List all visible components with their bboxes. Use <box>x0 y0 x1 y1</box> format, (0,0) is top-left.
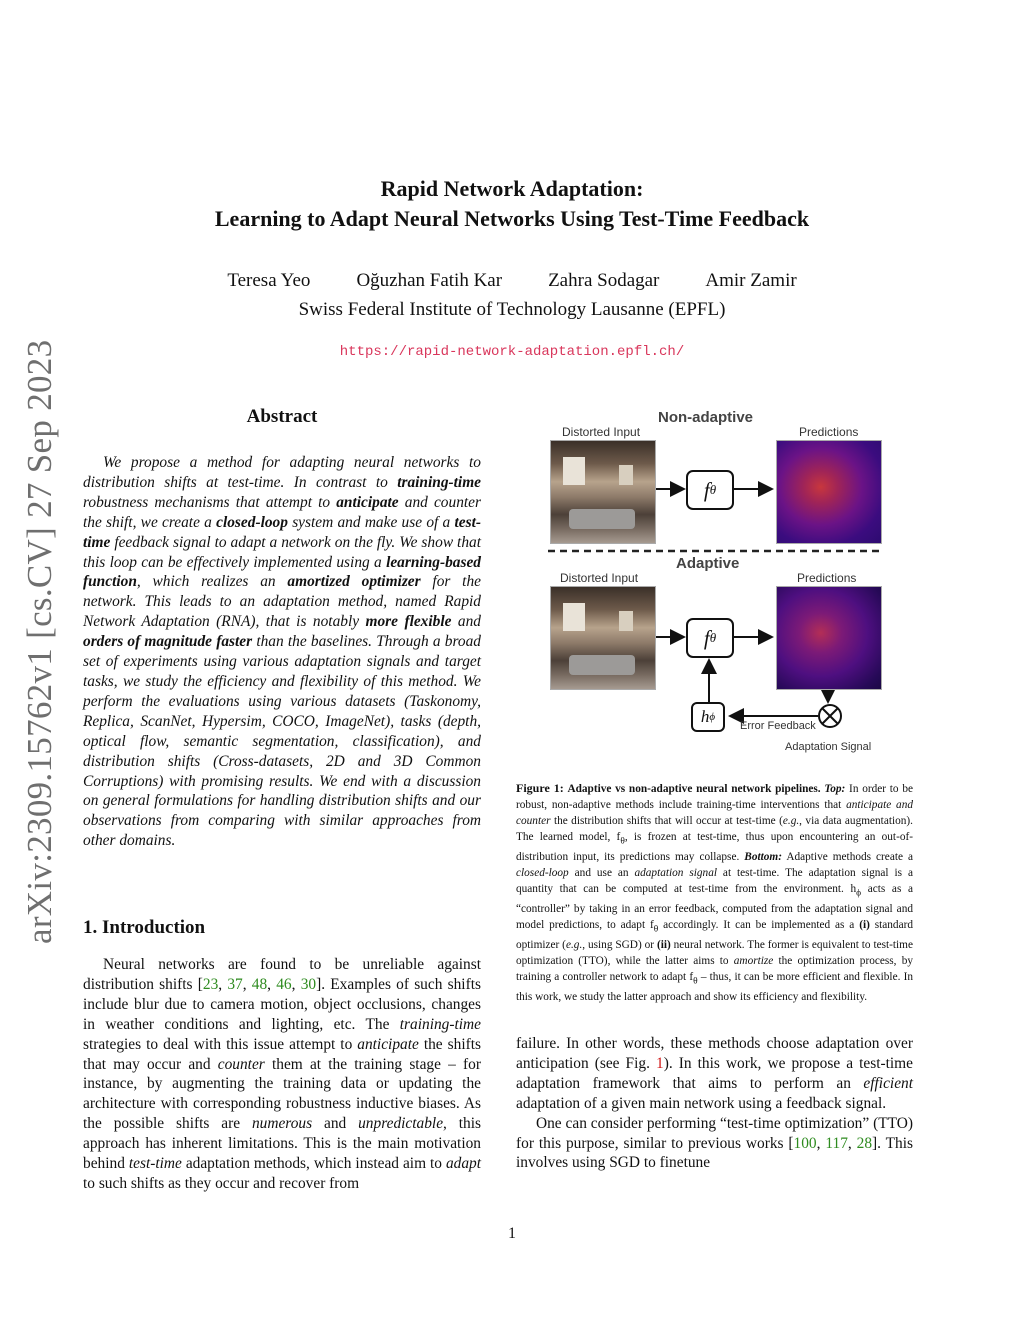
project-url-link[interactable]: https://rapid-network-adaptation.epfl.ch/ <box>339 344 685 360</box>
abstract-heading: Abstract <box>246 406 318 427</box>
predictions-label: Predictions <box>799 425 859 439</box>
distorted-input-label: Distorted Input <box>562 425 641 439</box>
paragraph: failure. In other words, these methods choose adaptation over anticipation (see Fig. 1). In this work, we propose a test-time adaptation framework that aims to perform an efficient adaptation of a given main network using a feedback signal. <box>516 1035 913 1112</box>
citation-link[interactable]: 23 <box>202 975 219 993</box>
citation-link[interactable]: 30 <box>300 975 317 993</box>
figure-1-pipeline-diagram <box>516 400 913 772</box>
title-line-2: Learning to Adapt Neural Networks Using Test-Time Feedback <box>214 206 810 231</box>
model-f-theta-box: f θ <box>686 618 734 658</box>
page-number: 1 <box>508 1225 516 1242</box>
comparator-icon <box>819 705 841 727</box>
author-name: Oğuzhan Fatih Kar <box>356 270 503 291</box>
adaptive-title: Adaptive <box>676 555 740 572</box>
introduction-heading: 1. Introduction <box>83 917 206 938</box>
controller-h-phi-box: h ϕ <box>691 702 725 732</box>
title-line-1: Rapid Network Adaptation: <box>380 176 644 201</box>
author-name: Teresa Yeo <box>227 270 311 291</box>
non-adaptive-title: Non-adaptive <box>658 409 754 426</box>
figure-1-caption: Figure 1: Adaptive vs non-adaptive neural network pipelines. Top: In order to be robust, non-adaptive methods include training-time interventions that anticipate and counter the distribution shifts that will occur at test-time (e.g., via data augmentation). The learned model, $f_\theta$, is frozen at test-time, thus upon encountering an out-of-distribution input, its predictions may collapse. Bottom: Adaptive methods create a closed-loop and use an adaptation signal at test-time. The adaptation signal is a quantity that can be computed at test-time from the environment. $h_\phi$ acts as a “controller” by taking in an error feedback, computed from the adaptation signal and model predictions, to adapt $f_\theta$ accordingly. It can be implemented as a (i) standard optimizer (e.g., using SGD) or (ii) neural network. The former is equivalent to test-time optimization (TTO), while the latter aims to amortize the optimization process, by training a controller network to adapt $f_\theta$ – thus, it can be more efficient and flexible. In this work, we study the latter approach and show its efficiency and flexibility. <box>516 781 913 1003</box>
citation-link[interactable]: 100 <box>793 1134 817 1152</box>
citation-link[interactable]: 117 <box>825 1134 848 1152</box>
paper-title <box>0 174 1024 234</box>
author-name: Zahra Sodagar <box>548 270 660 291</box>
citation-link[interactable]: 48 <box>251 975 268 993</box>
distorted-input-image <box>550 586 656 690</box>
citation-link[interactable]: 37 <box>227 975 243 993</box>
affiliation: Swiss Federal Institute of Technology Lausanne (EPFL) <box>298 299 726 320</box>
figure-reference-link[interactable]: 1 <box>656 1054 664 1072</box>
paragraph: One can consider performing “test-time optimization” (TTO) for this purpose, similar to previous works [100, 117, 28]. This involves using SGD to finetune <box>516 1114 913 1172</box>
author-name: Amir Zamir <box>705 270 797 291</box>
distorted-input-image <box>550 440 656 544</box>
abstract-body: We propose a method for adapting neural networks to distribution shifts at test-time. In contrast to training-time robustness mechanisms that attempt to anticipate and counter the shift, we create a closed-loop system and make use of a test-time feedback signal to adapt a network on the fly. We show that this loop can be effectively implemented using a learning-based function, which realizes an amortized optimizer for the network. This leads to an adaptation method, named Rapid Network Adaptation (RNA), that is notably more flexible and orders of magnitude faster than the baselines. Through a broad set of experiments using various adaptation signals and target tasks, we study the efficiency and flexibility of this method. We perform the evaluations using various datasets (Taskonomy, Replica, ScanNet, Hypersim, COCO, ImageNet), tasks (depth, optical flow, semantic segmentation, classification), and distribution shifts (Cross-datasets, 2D and 3D Common Corruptions) with promising results. We end with a discussion on general formulations for handling distribution shifts and our observations from comparing with similar approaches from other domains. <box>83 454 482 850</box>
adaptation-signal-label: Adaptation Signal <box>785 741 872 753</box>
predictions-label: Predictions <box>797 571 857 585</box>
non-adaptive-prediction-image <box>776 440 882 544</box>
introduction-body: Neural networks are found to be unreliable against distribution shifts [23, 37, 48, 46, 30]. Examples of such shifts include blur due to camera motion, object occlusions, changes in weather conditions and lighting, etc. The training-time strategies to deal with this issue attempt to anticipate the shifts that may occur and counter them at the training stage – for instance, by augmenting the training data or updating the architecture with corresponding robustness inductive biases. As the possible shifts are numerous and unpredictable, this approach has inherent limitations. This is the main motivation behind test-time adaptation methods, which instead aim to adapt to such shifts as they occur and recover from <box>83 956 482 1192</box>
adaptive-prediction-image <box>776 586 882 690</box>
author-list <box>0 270 1024 292</box>
citation-link[interactable]: 46 <box>276 975 292 993</box>
model-f-theta-box: f θ <box>686 470 734 510</box>
arxiv-identifier-stamp: arXiv:2309.15762v1 [cs.CV] 27 Sep 2023 <box>20 339 59 944</box>
distorted-input-label: Distorted Input <box>560 571 639 585</box>
right-column-body <box>516 1034 913 1173</box>
citation-link[interactable]: 28 <box>856 1134 873 1152</box>
error-feedback-label: Error Feedback <box>740 720 816 732</box>
